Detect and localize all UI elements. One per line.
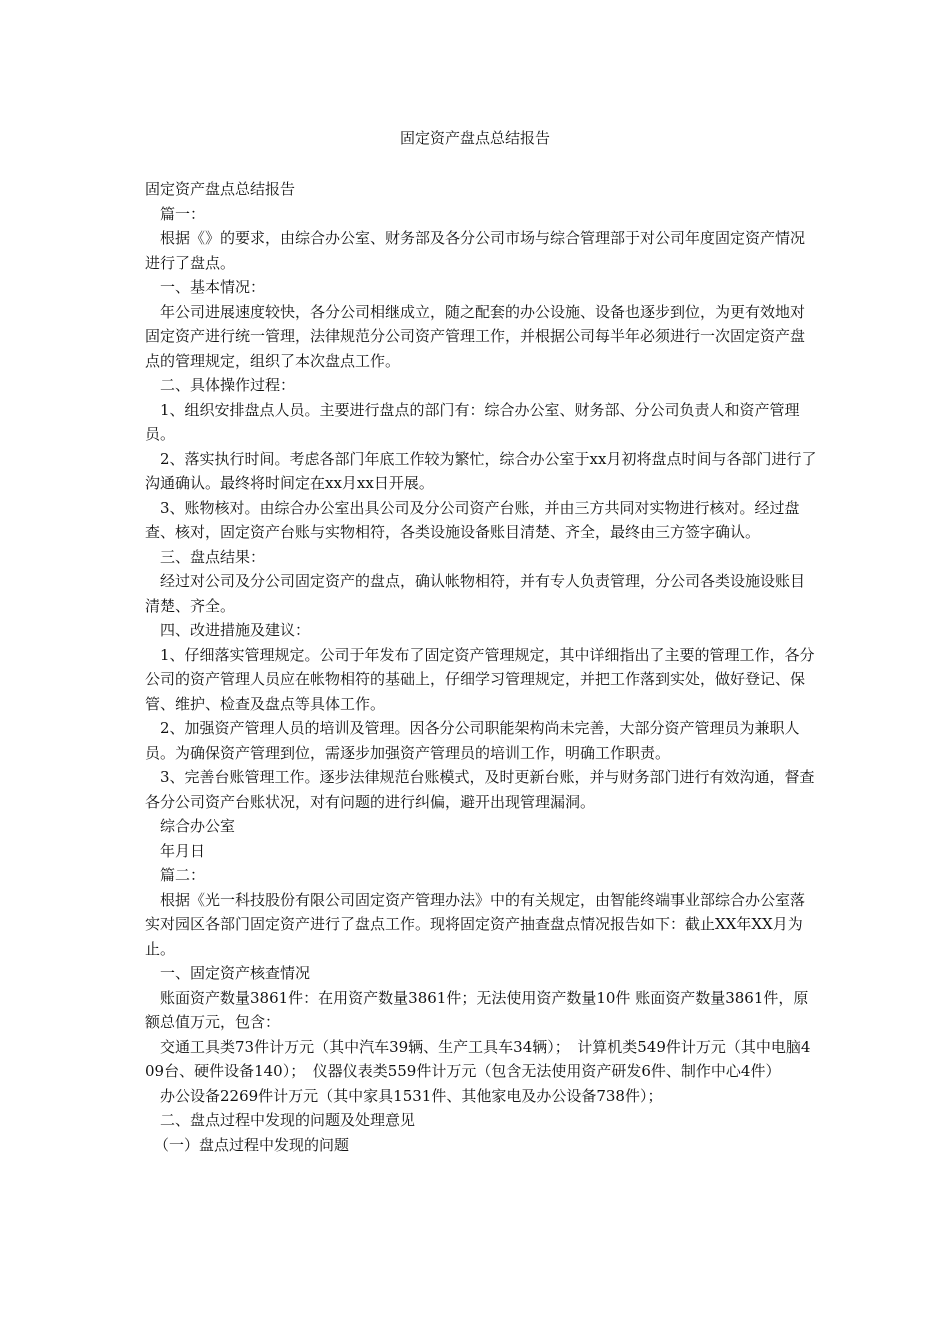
paragraph: （一）盘点过程中发现的问题 — [154, 1135, 350, 1154]
paragraph: 3、完善台账管理工作。逐步法律规范台账模式，及时更新台账，并与财务部门进行有效沟通，督查各分公司资产台账状况，对有问题的进行纠偏，避开出现管理漏洞。 — [145, 768, 815, 811]
paragraph: 一、基本情况： — [160, 278, 266, 296]
paragraph: 二、盘点过程中发现的问题及处理意见 — [160, 1111, 416, 1129]
paragraph: 办公设备2269件计万元（其中家具1531件、其他家电及办公设备738件）； — [160, 1086, 663, 1105]
paragraph: 年公司进展速度较快，各分公司相继成立，随之配套的办公设施、设备也逐步到位，为更有效地对固定资产进行统一管理，法律规范分公司资产管理工作，并根据公司每半年必须进行一次固定资产盘点的管理规定，组织了本次盘点工作。 — [145, 302, 806, 370]
paragraph: 3、账物核对。由综合办公室出具公司及分公司资产台账，并由三方共同对实物进行核对。经过盘查、核对，固定资产台账与实物相符，各类设施设备账目清楚、齐全，最终由三方签字确认。 — [145, 498, 800, 541]
paragraph: 篇二： — [160, 866, 206, 884]
paragraph: 年月日 — [160, 841, 206, 860]
paragraph: 根据《光一科技股份有限公司固定资产管理办法》中的有关规定，由智能终端事业部综合办公室落实对园区各部门固定资产进行了盘点工作。现将固定资产抽查盘点情况报告如下：截止XX年XX月为止。 — [145, 890, 806, 958]
paragraph: 一、固定资产核查情况 — [160, 964, 311, 982]
paragraph: 篇一： — [160, 204, 206, 223]
paragraph: 四、改进措施及建议： — [160, 621, 311, 639]
paragraph: 根据《》的要求，由综合办公室、财务部及各分公司市场与综合管理部于对公司年度固定资产情况进行了盘点。 — [145, 229, 806, 272]
paragraph: 1、组织安排盘点人员。主要进行盘点的部门有：综合办公室、财务部、分公司负责人和资产管理员。 — [145, 400, 800, 443]
paragraph: 固定资产盘点总结报告 — [145, 180, 296, 198]
paragraph: 综合办公室 — [160, 817, 236, 835]
document-body — [145, 177, 817, 1157]
paragraph: 1、仔细落实管理规定。公司于年发布了固定资产管理规定，其中详细指出了主要的管理工作，各分公司的资产管理人员应在帐物相符的基础上，仔细学习管理规定，并把工作落到实处，做好登记、保管、维护、检查及盘点等具体工作。 — [145, 645, 815, 713]
paragraph: 交通工具类73件计万元（其中汽车39辆、生产工具车34辆）； 计算机类549件计万元（其中电脑409台、硬件设备140）； 仪器仪表类559件计万元（包含无法使用资产研发6件、制作中心4件） — [145, 1037, 811, 1080]
paragraph: 经过对公司及分公司固定资产的盘点，确认帐物相符，并有专人负责管理，分公司各类设施设账目清楚、齐全。 — [145, 572, 806, 615]
paragraph: 账面资产数量3861件：在用资产数量3861件；无法使用资产数量10件 账面资产数量3861件，原额总值万元，包含： — [145, 988, 809, 1031]
paragraph: 三、盘点结果： — [160, 547, 266, 566]
paragraph: 二、具体操作过程： — [160, 376, 296, 394]
document-title: 固定资产盘点总结报告 — [399, 129, 550, 147]
paragraph: 2、落实执行时间。考虑各部门年底工作较为繁忙，综合办公室于xx月初将盘点时间与各部门进行了沟通确认。最终将时间定在xx月xx日开展。 — [145, 449, 817, 492]
paragraph: 2、加强资产管理人员的培训及管理。因各分公司职能架构尚未完善，大部分资产管理员为兼职人员。为确保资产管理到位，需逐步加强资产管理员的培训工作，明确工作职责。 — [145, 719, 800, 762]
